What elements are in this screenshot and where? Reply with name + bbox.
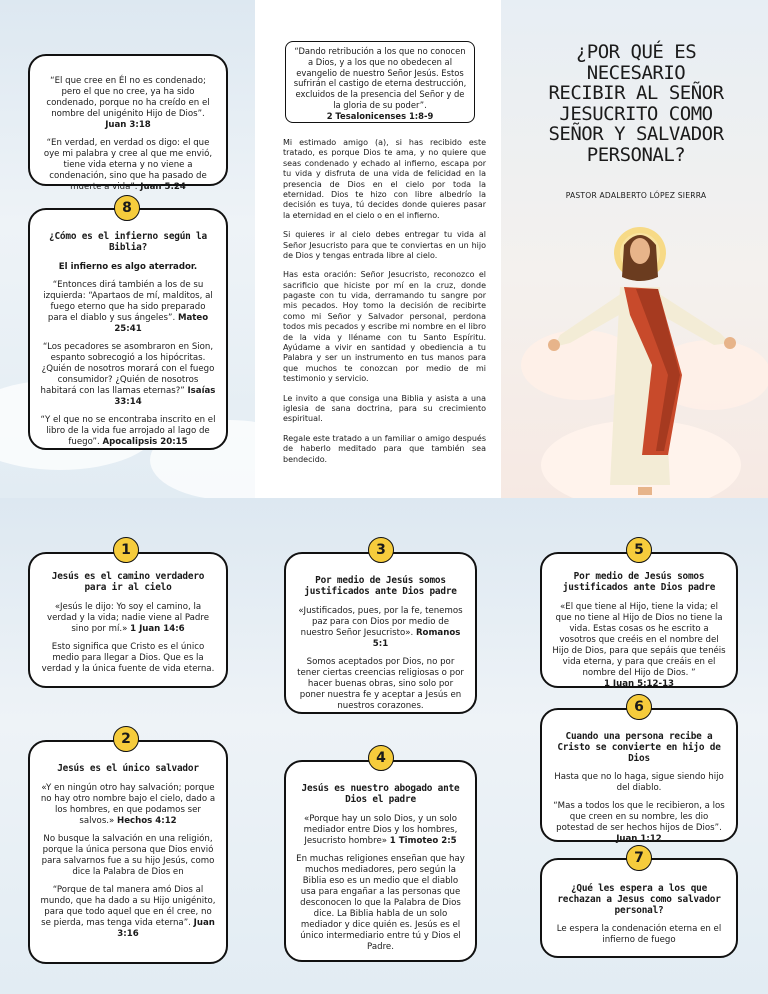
center-quote-text: “Dando retribución a los que no conocen a Dios, y a los que no obedecen al evangelio de nuestro Señor Jesús. Estos sufrirán el castigo de eterna destrucción, excluidos de la presencia del Señor y de la gloria de su poder”.	[293, 46, 467, 110]
badge-8: 8	[114, 195, 140, 221]
ref-apocalipsis-20-15: Apocalipsis 20:15	[102, 436, 188, 447]
ref-juan-5-24: Juan 5:24	[140, 182, 186, 192]
verse-juan-5-24: “En verdad, en verdad os digo: el que oye mi palabra y cree al que me envió, tiene vida eterna y no viene a condenación, sino que ha pasado de muerte a vida”.	[43, 138, 213, 192]
verse-mateo-25-41: “Entonces dirá también a los de su izquierda: “Apartaos de mí, malditos, al fuego eterno que ha sido preparado para el diablo y sus ángeles”.	[43, 279, 213, 323]
card-2-text: No busque la salvación en una religión, porque la única persona que Dios envió para salvarnos fue a su hijo Jesús, como dice la Palabra de Dios en	[41, 833, 215, 877]
card-2	[28, 740, 228, 964]
card-2-title: Jesús es el único salvador	[57, 763, 199, 774]
verse-juan-3-18: “El que cree en Él no es condenado; pero el que no cree, ya ha sido condenado, porque no ha creído en el nombre del unigénito Hijo de Dios”.	[46, 76, 210, 119]
card-1-ref: 1 Juan 14:6	[130, 623, 185, 634]
card-6-ref: Juan 1:12	[616, 834, 662, 845]
center-p2: Si quieres ir al cielo debes entregar tu vida al Señor Jesucristo para que te conviertas en un hijo de Dios y tengas entrada libre al cielo.	[283, 230, 486, 260]
verse-isaias-33-14: “Los pecadores se asombraron en Sion, espanto sobrecogió a los hipócritas. ¿Quién de nosotros morará con el fuego consumidor? ¿Quién de nosotros habitará con las llamas eternas?”	[40, 341, 215, 396]
card-4-verse: «Porque hay un solo Dios, y un solo mediador entre Dios y los hombres, Jesucristo hombre»	[303, 813, 458, 846]
card-3-ref: Romanos 5:1	[372, 627, 461, 649]
card-1-verse: «Jesús le dijo: Yo soy el camino, la verdad y la vida; nadie viene al Padre sino por mí.»	[46, 601, 210, 634]
card-3-text: Somos aceptados por Dios, no por tener ciertas creencias religiosas o por hacer buenas obras, sino solo por poner nuestra fe y aceptar a Jesús en nuestros corazones.	[297, 656, 464, 711]
card-7-title: ¿Qué les espera a los que rechazan a Jesus como salvador personal?	[557, 883, 721, 916]
badge-4: 4	[368, 745, 394, 771]
center-body	[283, 138, 486, 474]
badge-5: 5	[626, 537, 652, 563]
card-2-ref2: Juan 3:16	[117, 917, 215, 939]
card-1	[28, 552, 228, 688]
card-5	[540, 552, 738, 688]
verse-apocalipsis-20-15: “Y el que no se encontraba inscrito en el libro de la vida fue arrojado al lago de fuego”.	[40, 414, 216, 447]
card-5-title: Por medio de Jesús somos justificados ante Dios padre	[562, 571, 716, 593]
card-1-title: Jesús es el camino verdadero para ir al cielo	[51, 571, 205, 593]
card-2-verse2: “Porque de tal manera amó Dios al mundo, que ha dado a su Hijo unigénito, para que todo aquel que en él cree, no se pierda, mas tenga vida eterna”.	[40, 884, 216, 928]
center-p5: Regale este tratado a un familiar o amigo después de haberlo meditado para que también sea bendecido.	[283, 433, 486, 464]
badge-2: 2	[113, 726, 139, 752]
card-6-verse: “Mas a todos los que le recibieron, a los que creen en su nombre, les dio potestad de ser hechos hijos de Dios”.	[553, 801, 725, 834]
card-5-verse: «El que tiene al Hijo, tiene la vida; el que no tiene al Hijo de Dios no tiene la vida. Estas cosas os he escrito a vosotros que creéis en el nombre del Hijo de Dios, para que sepáis que tenéis vida eterna, y para que creáis en el nombre del Hijo de Dios. ”	[552, 601, 726, 678]
badge-6: 6	[626, 694, 652, 720]
ref-mateo-25-41: Mateo 25:41	[114, 312, 209, 334]
badge-1: 1	[113, 537, 139, 563]
center-quote	[285, 41, 475, 123]
card-1-text: Esto significa que Cristo es el único medio para llegar a Dios. Que es la verdad y la única fuente de vida eterna.	[41, 641, 215, 674]
card-3-verse: «Justificados, pues, por la fe, tenemos paz para con Dios por medio de nuestro Señor Jesucristo».	[298, 605, 463, 638]
card-hell-lead: El infierno es algo aterrador.	[58, 261, 198, 272]
card-4-text: En muchas religiones enseñan que hay muchos mediadores, pero según la Biblia eso es un medio que el diablo usa para engañar a las personas que desconocen lo que la Palabra de Dios dice. La Biblia habla de un solo mediador y dice quién es. Jesús es el único intermediario entre tú y Dios el Padre.	[296, 853, 465, 952]
card-2-ref: Hechos 4:12	[117, 815, 177, 826]
card-6-title: Cuando una persona recibe a Cristo se convierte en hijo de Dios	[557, 731, 721, 764]
card-7	[540, 858, 738, 958]
jesus-illustration	[540, 215, 740, 495]
card-5-ref: 1 Juan 5:12-13	[603, 678, 675, 689]
card-6-text: Hasta que no lo haga, sigue siendo hijo del diablo.	[554, 772, 724, 794]
card-hell	[28, 208, 228, 450]
center-p3: Has esta oración: Señor Jesucristo, reconozco el sacrificio que hiciste por mí en la cruz, donde pagaste con tu vida, derramando tu sangre por mis pecados. Hoy tomo la decisión de recibirte como mi Señor y Salvador personal, perdona todos mis pecados y escribe mi nombre en el libro de la vida y lléname con tu Santo Espíritu. Ayúdame a vivir en santidad y obediencia a tu Palabra y ser un instrumento en tus manos para que muchos te conozcan por medio de mi testimonio y servicio.	[283, 270, 486, 384]
card-4-ref: 1 Timoteo 2:5	[389, 835, 457, 846]
ref-juan-3-18: Juan 3:18	[105, 120, 151, 130]
card-4	[284, 760, 477, 962]
cover-author: PASTOR ADALBERTO LÓPEZ SIERRA	[565, 191, 707, 200]
card-6	[540, 708, 738, 845]
card-2-verse: «Y en ningún otro hay salvación; porque no hay otro nombre bajo el cielo, dado a los hombres, en que podamos ser salvos.»	[40, 782, 216, 826]
card-7-text: Le espera la condenación eterna en el infierno de fuego	[556, 924, 722, 946]
badge-3: 3	[368, 537, 394, 563]
card-hell-title: ¿Cómo es el infierno según la Biblia?	[49, 231, 207, 253]
cover-title: ¿POR QUÉ ES NECESARIO RECIBIR AL SEÑOR JESUCRITO COMO SEÑOR Y SALVADOR PERSONAL?	[548, 41, 724, 166]
ref-isaias-33-14: Isaías 33:14	[114, 385, 216, 407]
card-4-title: Jesús es nuestro abogado ante Dios el padre	[301, 783, 460, 805]
center-p4: Le invito a que consiga una Biblia y asista a una iglesia de sana doctrina, para su crecimiento espiritual.	[283, 393, 486, 424]
badge-7: 7	[626, 845, 652, 871]
center-p1: Mi estimado amigo (a), si has recibido este tratado, es porque Dios te ama, y no quiere que seas condenado y echado al infierno, escapa por tu vida y disfruta de una vida de felicidad en la presencia de Dios en el cielo por toda la eternidad. Dios te hizo con libre albedrío la decisión es tuya, tú decides donde quieres pasar la eternidad en el cielo o en el infierno.	[283, 138, 486, 220]
center-quote-ref: 2 Tesalonicenses 1:8-9	[326, 110, 434, 121]
card-3-title: Por medio de Jesús somos justificados ante Dios padre	[304, 575, 457, 597]
verses-card	[28, 54, 228, 192]
card-3	[284, 552, 477, 714]
